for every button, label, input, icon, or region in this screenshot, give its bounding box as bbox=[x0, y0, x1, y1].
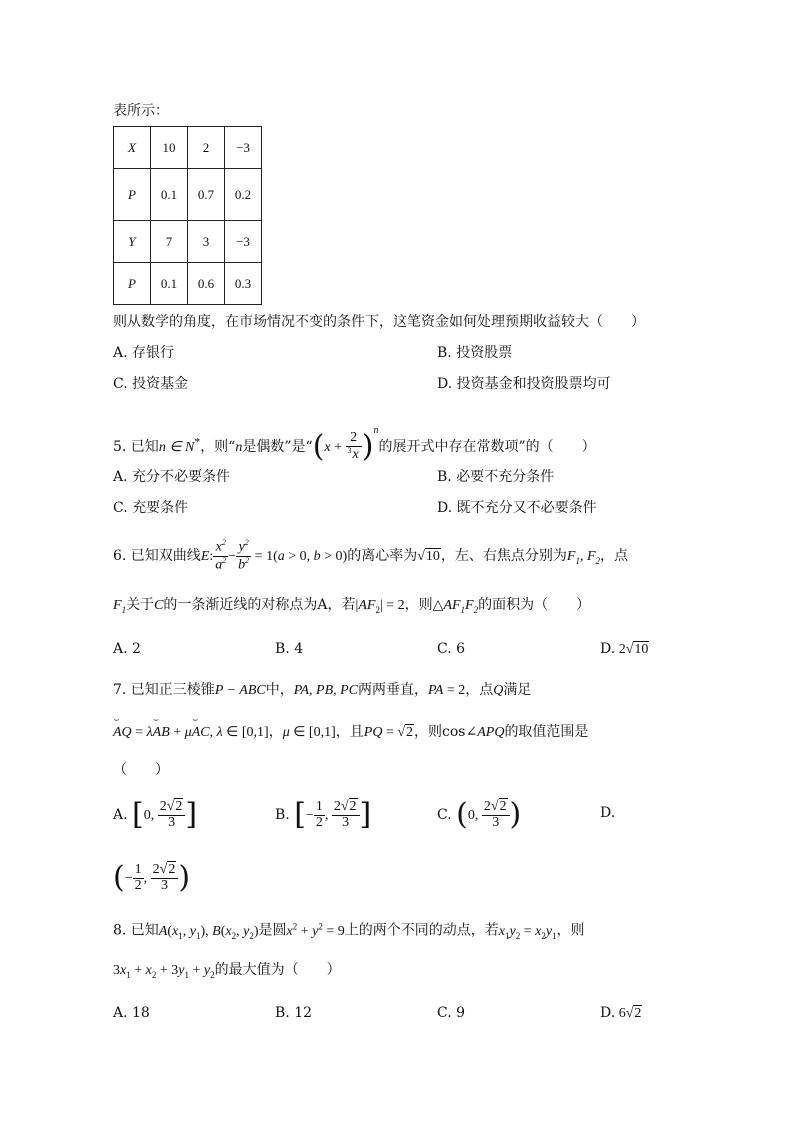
q7-option-a-label: A. bbox=[113, 807, 128, 823]
q5-text: 5. 已知 bbox=[113, 439, 159, 455]
q7-text: ，且 bbox=[335, 724, 364, 740]
q6-text: ，左、右焦点分别为 bbox=[440, 548, 567, 564]
table-cell: 10 bbox=[151, 127, 188, 169]
q8-expression: $3x_1 + x_2 + 3y_1 + y_2$ bbox=[113, 963, 215, 980]
q8-option-a: A. 18 bbox=[113, 1005, 150, 1021]
table-row bbox=[114, 221, 262, 263]
q7-option-c: C. (0, $\frac{2√2}{3}$ ) bbox=[437, 797, 522, 832]
table-cell: 0.6 bbox=[188, 263, 225, 305]
q7-vector-condition: ⌣ AQ = λ⌣ AB + μ⌣ AC, λ ∈ [0,1]，μ ∈ [0,1] bbox=[113, 725, 336, 740]
table-cell: −3 bbox=[225, 127, 262, 169]
table-cell: 0.1 bbox=[151, 263, 188, 305]
q8-option-d-label: D. bbox=[600, 1005, 616, 1021]
table-row bbox=[114, 263, 262, 305]
table-cell: 2 bbox=[188, 127, 225, 169]
q5-option-d: D. 既不充分又不必要条件 bbox=[437, 500, 597, 516]
q8-circle: $x^2 + y^2 = 9$ bbox=[286, 921, 345, 939]
q4-option-c: C. 投资基金 bbox=[113, 376, 189, 392]
q7-math: APQ bbox=[477, 725, 505, 740]
q7-paren: （ ） bbox=[113, 762, 169, 778]
q5-option-c: C. 充要条件 bbox=[113, 500, 189, 516]
table-cell: −3 bbox=[225, 221, 262, 263]
table-cell: 0.1 bbox=[151, 169, 188, 221]
q5-stem bbox=[113, 408, 596, 471]
intro-text: 表所示： bbox=[113, 103, 169, 119]
q6-option-a: A. 2 bbox=[113, 641, 141, 657]
q7-option-c-label: C. bbox=[437, 807, 452, 823]
q6-math: C bbox=[154, 598, 164, 613]
q7-math: P − ABC bbox=[214, 683, 266, 698]
q7-text: ，则cos∠ bbox=[414, 724, 478, 740]
q7-text: 满足 bbox=[503, 682, 532, 698]
q6-math: $F_1$ bbox=[113, 598, 127, 615]
q6-math: $AF_1F_2$ bbox=[443, 598, 479, 615]
q7-stem-line1 bbox=[113, 682, 531, 700]
q8-option-d: D. 6√2 bbox=[600, 1005, 642, 1021]
q8-text: 是圆 bbox=[258, 922, 287, 939]
q6-stem-line1 bbox=[113, 533, 628, 584]
q6-math: $|AF_2| = 2$ bbox=[355, 598, 405, 615]
table-cell: P bbox=[114, 263, 151, 305]
q5-text: ，则“ bbox=[200, 439, 236, 455]
distribution-table bbox=[113, 126, 262, 305]
table-cell: 3 bbox=[188, 221, 225, 263]
q5-option-b: B. 必要不充分条件 bbox=[437, 469, 555, 485]
q7-math: PA, PB, PC bbox=[293, 683, 359, 698]
q5-math: n bbox=[235, 440, 243, 455]
q7-option-b: B. [− $\frac{1}{2}$ , $\frac{2√2}{3}$ ] bbox=[275, 797, 372, 832]
q7-stem-line2 bbox=[113, 724, 588, 742]
table-cell: 0.2 bbox=[225, 169, 262, 221]
q7-text: 7. 已知正三棱锥 bbox=[113, 682, 215, 698]
q6-text: ，则△ bbox=[404, 597, 444, 613]
q6-text: 的离心率为 bbox=[347, 548, 418, 564]
q8-option-b: B. 12 bbox=[275, 1005, 313, 1021]
q6-text: 的面积为（ ） bbox=[478, 597, 591, 613]
q7-option-d-label: D. bbox=[600, 805, 616, 821]
q7-option-d: (− $\frac{1}{2}$ , $\frac{2√2}{3}$ ) bbox=[113, 860, 191, 895]
q7-text: ，点 bbox=[465, 682, 494, 698]
q7-math: Q bbox=[493, 683, 504, 698]
q6-stem-line2 bbox=[113, 597, 590, 616]
table-row bbox=[114, 127, 262, 169]
table-cell: 7 bbox=[151, 221, 188, 263]
q7-text: 两两垂直， bbox=[358, 682, 429, 698]
q7-text: 的取值范围是 bbox=[504, 724, 589, 740]
q8-stem-line2 bbox=[113, 962, 341, 981]
q8-stem-line1 bbox=[113, 921, 585, 941]
q6-text: 6. 已知双曲线 bbox=[113, 548, 201, 564]
q5-option-a: A. 充分不必要条件 bbox=[113, 469, 231, 485]
q6-text: 关于 bbox=[126, 597, 155, 613]
q6-math: $F_1$, $F_2$ bbox=[566, 549, 601, 566]
q8-points: $A(x_1$, $y_1$), $B(x_2$, $y_2$) bbox=[158, 923, 259, 941]
table-row bbox=[114, 169, 262, 221]
q5-text: 的展开式中存在常数项”的（ ） bbox=[378, 439, 596, 455]
q6-text: 的一条渐近线的对称点为A，若 bbox=[163, 597, 356, 613]
q8-text: 8. 已知 bbox=[113, 922, 159, 939]
q7-math: PA = 2 bbox=[428, 683, 466, 698]
table-cell: 0.7 bbox=[188, 169, 225, 221]
q6-hyperbola: E: $\frac{x^2}{a^2}$ − $\frac{y^2}{b^2}$ = 1(a > 0, b > 0) bbox=[200, 538, 348, 573]
q6-option-b: B. 4 bbox=[275, 641, 304, 657]
q7-option-b-label: B. bbox=[275, 807, 290, 823]
q8-text: 的最大值为（ ） bbox=[214, 962, 341, 978]
q4-option-d: D. 投资基金和投资股票均可 bbox=[437, 376, 611, 392]
q7-text: 中， bbox=[265, 682, 294, 698]
q5-math: n ∈ N bbox=[158, 440, 195, 455]
q8-condition: $x_1y_2 = x_2y_1$ bbox=[498, 923, 557, 941]
q5-math: * bbox=[194, 435, 201, 449]
q8-option-c: C. 9 bbox=[437, 1005, 466, 1021]
q7-option-a: A. [0, $\frac{2√2}{3}$ ] bbox=[113, 797, 198, 832]
q6-option-c: C. 6 bbox=[437, 641, 466, 657]
q4-stem: 则从数学的角度，在市场情况不变的条件下，这笔资金如何处理预期收益较大（ ） bbox=[113, 314, 645, 330]
q8-text: ，则 bbox=[556, 922, 585, 939]
q6-text: ，点 bbox=[600, 548, 629, 564]
table-cell: Y bbox=[114, 221, 151, 263]
q8-text: 上的两个不同的动点，若 bbox=[344, 922, 499, 939]
q6-option-d-label: D. bbox=[600, 641, 616, 657]
q5-expression: (x + $\frac{2}{^3x}$ )$^n$ bbox=[312, 425, 379, 464]
table-cell: X bbox=[114, 127, 151, 169]
q6-option-d: D. 2√10 bbox=[600, 641, 649, 657]
q4-option-a: A. 存银行 bbox=[113, 345, 175, 361]
table-cell: P bbox=[114, 169, 151, 221]
q5-text: 是偶数”是“ bbox=[242, 439, 313, 455]
table-cell: 0.3 bbox=[225, 263, 262, 305]
q7-math: PQ = √2 bbox=[363, 725, 414, 740]
q6-math: √10 bbox=[417, 549, 440, 564]
q4-option-b: B. 投资股票 bbox=[437, 345, 513, 361]
